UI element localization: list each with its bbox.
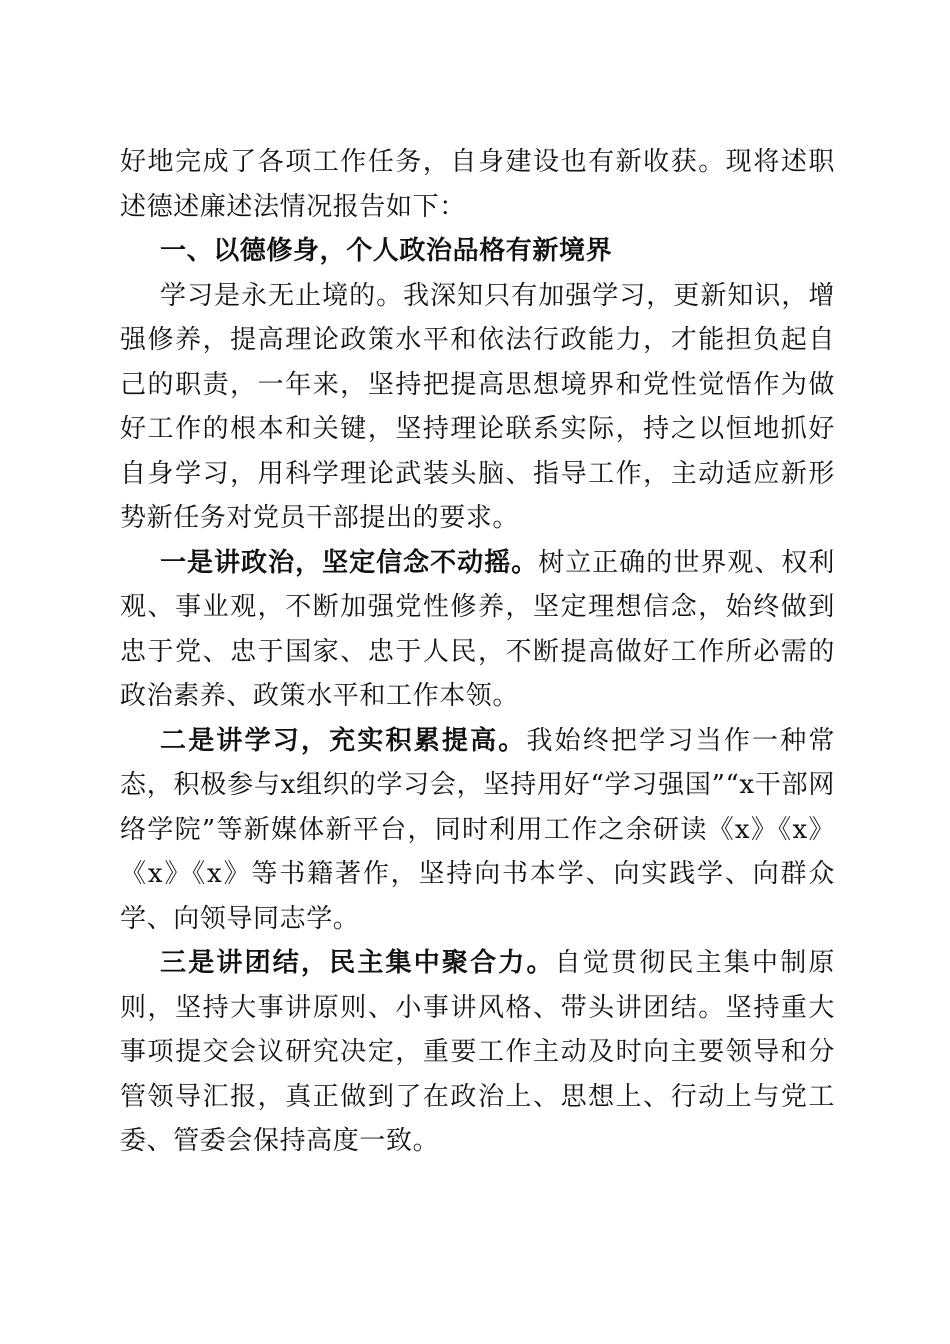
paragraph-study-lead: 二是讲学习，充实积累提高。	[160, 725, 527, 756]
paragraph-study-body: 我始终把学习当作一种常态，积极参与x组织的学习会，坚持用好“学习强国”“x干部网络学院”等新媒体新平台，同时利用工作之余研读《x》《x》《x》《x》等书籍著作，坚持向书本学、向实践学、向群众学、向领导同志学。	[120, 725, 835, 934]
paragraph-politics-body: 树立正确的世界观、权利观、事业观，不断加强党性修养，坚定理想信念，始终做到忠于党、忠于国家、忠于人民，不断提高做好工作所必需的政治素养、政策水平和工作本领。	[120, 547, 835, 711]
section-heading-1: 一、以德修身，个人政治品格有新境界	[160, 236, 613, 266]
paragraph-unity-body: 自觉贯彻民主集中制原则，坚持大事讲原则、小事讲风格、带头讲团结。坚持重大事项提交会议研究决定，重要工作主动及时向主要领导和分管领导汇报，真正做到了在政治上、思想上、行动上与党工委、管委会保持高度一致。	[120, 948, 835, 1156]
paragraph-politics	[120, 541, 835, 719]
paragraph-study	[120, 719, 835, 942]
paragraph-politics-lead: 一是讲政治，坚定信念不动摇。	[160, 547, 539, 578]
paragraph-unity	[120, 941, 835, 1164]
paragraph-intro: 好地完成了各项工作任务，自身建设也有新收获。现将述职述德述廉述法情况报告如下：	[120, 147, 835, 222]
paragraph-learning: 学习是永无止境的。我深知只有加强学习，更新知识，增强修养，提高理论政策水平和依法行政能力，才能担负起自己的职责，一年来，坚持把提高思想境界和党性觉悟作为做好工作的根本和关键，坚持理论联系实际，持之以恒地抓好自身学习，用科学理论武装头脑、指导工作，主动适应新形势新任务对党员干部提出的要求。	[120, 280, 835, 533]
document-body	[120, 140, 835, 1164]
paragraph-unity-lead: 三是讲团结，民主集中聚合力。	[160, 948, 555, 978]
